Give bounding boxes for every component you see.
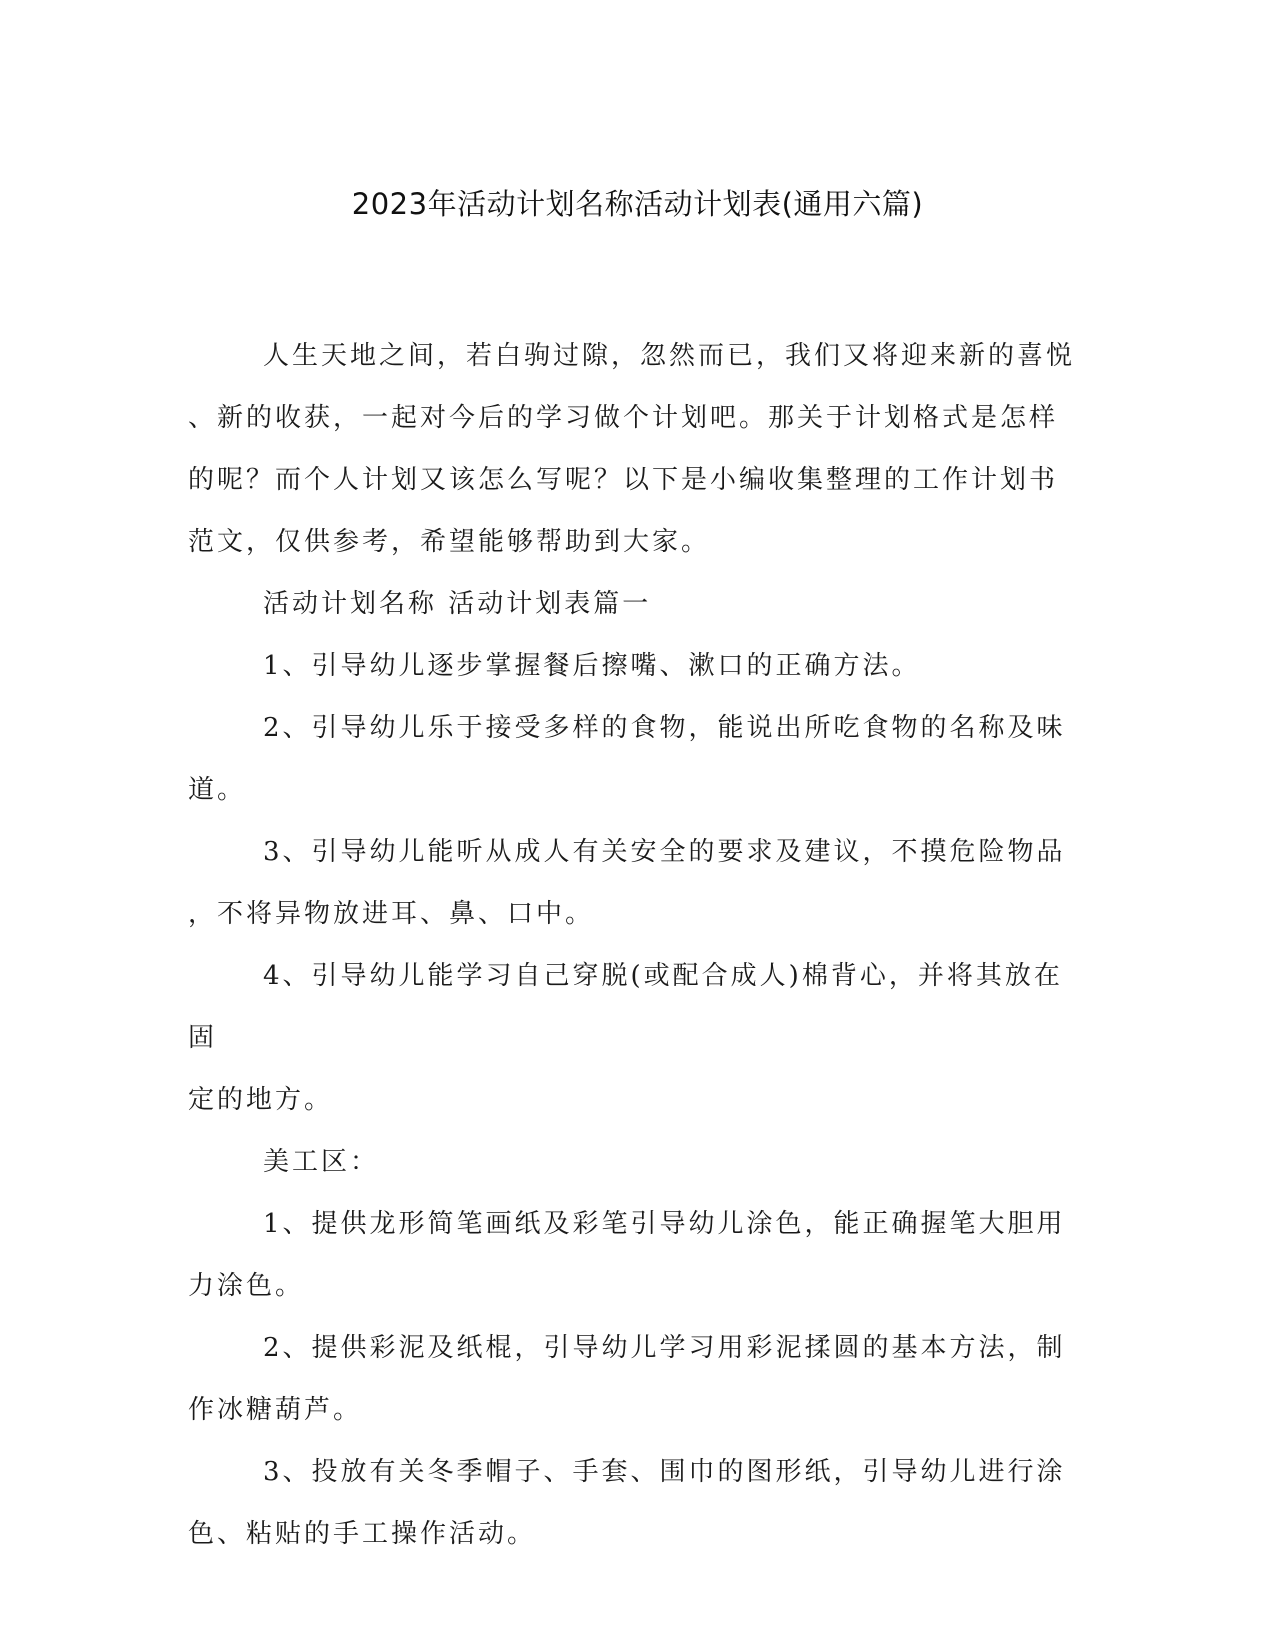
intro-paragraph	[188, 325, 1088, 573]
list-item-line: 色、粘贴的手工操作活动。	[188, 1519, 537, 1549]
list-item-line: ，不将异物放进耳、鼻、口中。	[188, 899, 595, 929]
list-item-line: 作冰糖葫芦。	[188, 1395, 363, 1425]
list-item	[188, 945, 1088, 1131]
list-item	[188, 821, 1088, 945]
list-item	[188, 635, 1088, 697]
list-item-line: 3、投放有关冬季帽子、手套、围巾的图形纸，引导幼儿进行涂	[263, 1457, 1066, 1487]
list-item-line: 1、引导幼儿逐步掌握餐后擦嘴、漱口的正确方法。	[263, 651, 921, 681]
list-item	[188, 697, 1088, 821]
sub-heading	[188, 1131, 1088, 1193]
list-item-line: 2、提供彩泥及纸棍，引导幼儿学习用彩泥揉圆的基本方法，制	[263, 1333, 1066, 1363]
list-item	[188, 1317, 1088, 1441]
intro-line: 人生天地之间，若白驹过隙，忽然而已，我们又将迎来新的喜悦	[263, 341, 1076, 371]
list-item-line: 1、提供龙形简笔画纸及彩笔引导幼儿涂色，能正确握笔大胆用	[263, 1209, 1066, 1239]
intro-line: 范文，仅供参考，希望能够帮助到大家。	[188, 527, 711, 557]
list-item-line: 定的地方。	[188, 1085, 334, 1115]
list-item-line: 3、引导幼儿能听从成人有关安全的要求及建议，不摸危险物品	[263, 837, 1066, 867]
list-item-line: 2、引导幼儿乐于接受多样的食物，能说出所吃食物的名称及味	[263, 713, 1066, 743]
section-heading	[188, 573, 1088, 635]
list-item-line: 道。	[188, 775, 247, 805]
list-item-line: 4、引导幼儿能学习自己穿脱(或配合成人)棉背心，并将其放在固	[188, 961, 1063, 1053]
list-item-line: 力涂色。	[188, 1271, 305, 1301]
page-title: 2023年活动计划名称活动计划表(通用六篇)	[351, 187, 924, 221]
document-body	[188, 325, 1088, 1565]
intro-line: 的呢？而个人计划又该怎么写呢？以下是小编收集整理的工作计划书	[188, 465, 1059, 495]
list-item	[188, 1441, 1088, 1565]
section-heading-text: 活动计划名称 活动计划表篇一	[263, 589, 652, 619]
list-item	[188, 1193, 1088, 1317]
sub-heading-text: 美工区：	[263, 1147, 380, 1177]
intro-line: 、新的收获，一起对今后的学习做个计划吧。那关于计划格式是怎样	[188, 403, 1059, 433]
